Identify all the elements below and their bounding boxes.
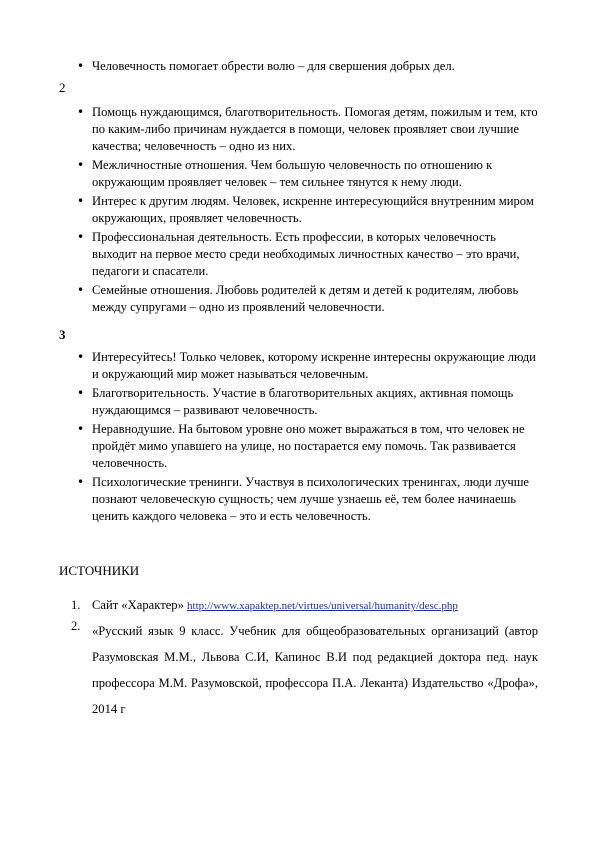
bullet-item: • Интересуйтесь! Только человек, которому искренне интересны окружающие люди и окружающий мир может называться человечным. (92, 349, 542, 383)
source-text: «Русский язык 9 класс. Учебник для общеобразовательных организаций (автор Разумовская М.М., Львова С.И, Капинос В.И под редакцией доктора пед. наук профессора М.М. Разумовской, профессора П.А. Леканта) Издательство «Дрофа», 2014 г (92, 624, 538, 716)
bullet-item: • Семейные отношения. Любовь родителей к детям и детей к родителям, любовь между супругами – одно из проявлений человечности. (92, 282, 542, 316)
bullet-item: • Помощь нуждающимся, благотворительность. Помогая детям, пожилым и тем, кто по каким-либо причинам нуждается в помощи, человек проявляет свои лучшие качества; человечность – одно из них. (92, 104, 542, 155)
bullet-item: • Профессиональная деятельность. Есть профессии, в которых человечность выходит на первое место среди необходимых личностных качество – это врачи, педагоги и спасатели. (92, 229, 542, 280)
bullet-item: • Человечность помогает обрести волю – для свершения добрых дел. (92, 58, 542, 75)
bullet-item: • Психологические тренинги. Участвуя в психологических тренингах, люди лучше познают человеческую сущность; чем лучше узнаешь её, тем более начинаешь ценить каждого человека – это и есть человечность. (92, 474, 542, 525)
bullet-item: • Интерес к другим людям. Человек, искренне интересующийся внутренним миром окружающих, проявляет человечность. (92, 193, 542, 227)
sources-list (71, 597, 538, 722)
source-item (71, 597, 538, 615)
sources-heading: ИСТОЧНИКИ (59, 563, 140, 578)
source-item (71, 618, 538, 722)
source-number: 2. (71, 619, 81, 633)
source-number: 1. (71, 598, 81, 612)
section-3-number: 3 (59, 327, 66, 342)
bullet-item: • Неравнодушие. На бытовом уровне оно может выражаться в том, что человек не пройдёт мимо упавшего на улице, но постарается ему помочь. Так развивается человечность. (92, 421, 542, 472)
section-2-bullet-list (92, 104, 542, 318)
bullet-item: • Благотворительность. Участие в благотворительных акциях, активная помощь нуждающимся – развивают человечность. (92, 385, 542, 419)
section-3-bullet-list (92, 349, 542, 527)
bullet-item: • Межличностные отношения. Чем большую человечность по отношению к окружающим проявляет человек – тем сильнее тянутся к нему люди. (92, 157, 542, 191)
section-1-bullet-list (92, 58, 542, 77)
source-text: Сайт «Характер» (92, 598, 188, 612)
section-2-number: 2 (59, 80, 66, 95)
source-link[interactable]: http://www.xapaktep.net/virtues/universal/humanity/desc.php (187, 600, 458, 612)
